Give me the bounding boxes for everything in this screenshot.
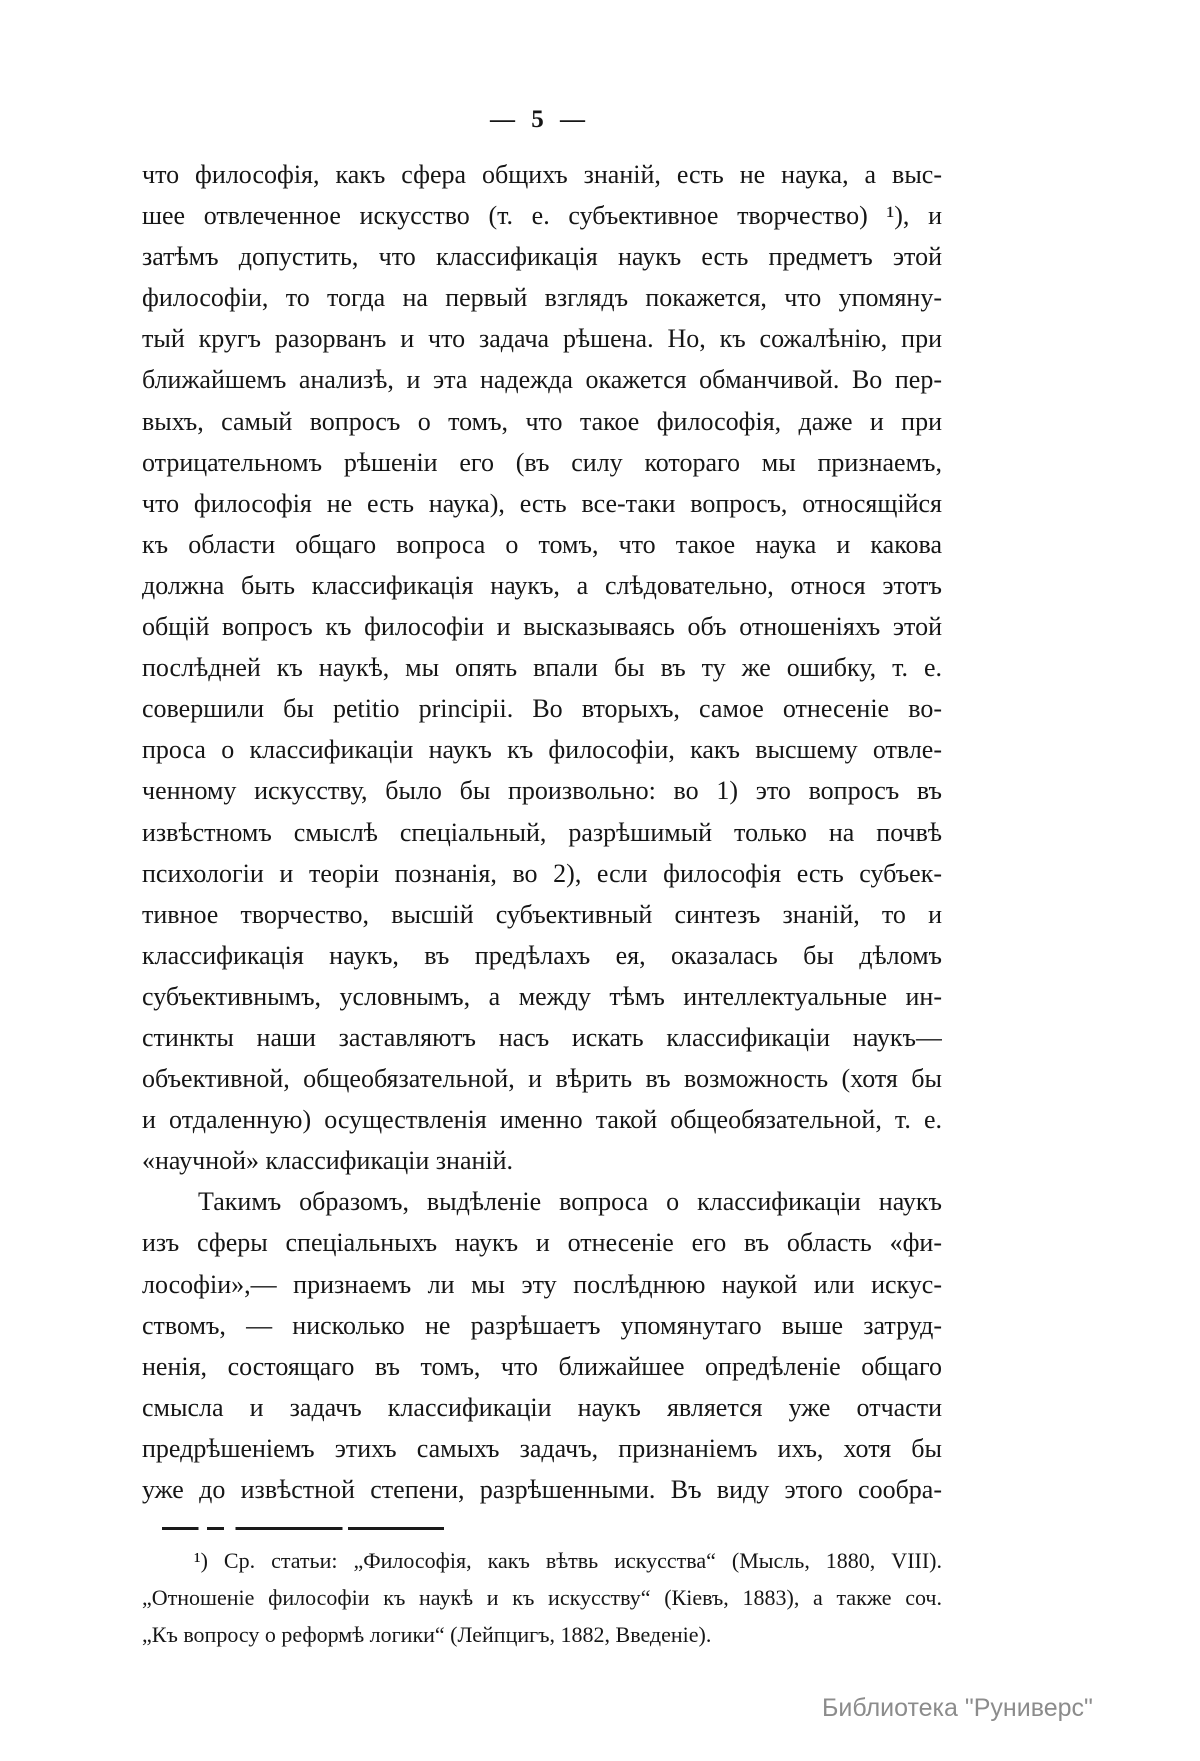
footnote-line: „Отношеніе философіи къ наукѣ и къ искусству“ (Кіевъ, 1883), а также соч. <box>142 1585 942 1610</box>
text-line: ченному искусству, было бы произвольно: во 1) это вопросъ въ <box>142 776 942 806</box>
text-line: лософіи»,— признаемъ ли мы эту послѣднюю наукой или искус- <box>142 1269 942 1299</box>
text-line: тивное творчество, высшій субъективный синтезъ знаній, то и <box>142 899 942 929</box>
footnote-line: „Къ вопросу о реформѣ логики“ (Лейпцигъ, 1882, Введеніе). <box>142 1622 712 1647</box>
text-line: отрицательномъ рѣшеніи его (въ силу котораго мы признаемъ, <box>142 447 942 477</box>
library-watermark: Библиотека "Руниверс" <box>822 1694 1093 1722</box>
text-line: извѣстномъ смыслѣ спеціальный, разрѣшимый только на почвѣ <box>142 817 942 847</box>
text-line: философіи, то тогда на первый взглядъ покажется, что упомяну- <box>142 283 942 313</box>
text-line-paragraph-start: Такимъ образомъ, выдѣленіе вопроса о классификаціи наукъ <box>198 1187 942 1217</box>
text-line-paragraph-end: «научной» классификаціи знаній. <box>142 1146 514 1176</box>
text-line: смысла и задачъ классификаціи наукъ является уже отчасти <box>142 1392 942 1422</box>
text-line: шее отвлеченное искусство (т. е. субъективное творчество) ¹), и <box>142 201 942 231</box>
text-line: субъективнымъ, условнымъ, а между тѣмъ интеллектуальные ин- <box>142 981 942 1011</box>
text-line: ближайшемъ анализѣ, и эта надежда окажется обманчивой. Во пер- <box>142 365 942 395</box>
text-line: общій вопросъ къ философіи и высказываясь объ отношеніяхъ этой <box>142 612 942 642</box>
text-line: классификація наукъ, въ предѣлахъ ея, оказалась бы дѣломъ <box>142 940 942 970</box>
text-line: выхъ, самый вопросъ о томъ, что такое философія, даже и при <box>142 406 942 436</box>
text-line: стинкты наши заставляютъ насъ искать классификаціи наукъ— <box>142 1022 942 1052</box>
text-line: изъ сферы спеціальныхъ наукъ и отнесеніе его въ область «фи- <box>142 1228 942 1258</box>
footnote-line: ¹) Ср. статьи: „Философія, какъ вѣтвь искусства“ (Мысль, 1880, VIII). <box>194 1548 942 1573</box>
page-number: — 5 — <box>490 106 590 133</box>
text-line: совершили бы petitio principii. Во вторыхъ, самое отнесеніе во- <box>142 694 942 724</box>
text-line: послѣдней къ наукѣ, мы опять впали бы въ ту же ошибку, т. е. <box>142 653 942 683</box>
text-line: объективной, общеобязательной, и вѣрить въ возможность (хотя бы <box>142 1064 942 1094</box>
text-line: что философія не есть наука), есть все-таки вопросъ, относящійся <box>142 488 942 518</box>
text-line: предрѣшеніемъ этихъ самыхъ задачъ, признаніемъ ихъ, хотя бы <box>142 1433 942 1463</box>
text-line: ствомъ, — нисколько не разрѣшаетъ упомянутаго выше затруд- <box>142 1310 942 1340</box>
text-line: уже до извѣстной степени, разрѣшенными. Въ виду этого сообра- <box>142 1475 942 1504</box>
body-text <box>142 154 942 1510</box>
text-line: къ области общаго вопроса о томъ, что такое наука и какова <box>142 529 942 559</box>
text-line: ненія, состоящаго въ томъ, что ближайшее опредѣленіе общаго <box>142 1351 942 1381</box>
text-line: и отдаленную) осуществленія именно такой общеобязательной, т. е. <box>142 1105 942 1135</box>
text-line: проса о классификаціи наукъ къ философіи, какъ высшему отвле- <box>142 735 942 765</box>
text-line: должна быть классификація наукъ, а слѣдовательно, относя этотъ <box>142 570 942 600</box>
text-line: затѣмъ допустить, что классификація наукъ есть предметъ этой <box>142 242 942 272</box>
footnote-divider <box>162 1527 444 1530</box>
footnote <box>142 1542 942 1653</box>
text-line: что философія, какъ сфера общихъ знаній, есть не наука, а выс- <box>142 160 942 189</box>
text-line: психологіи и теоріи познанія, во 2), если философія есть субъек- <box>142 858 942 888</box>
text-line: тый кругъ разорванъ и что задача рѣшена. Но, къ сожалѣнію, при <box>142 324 942 354</box>
